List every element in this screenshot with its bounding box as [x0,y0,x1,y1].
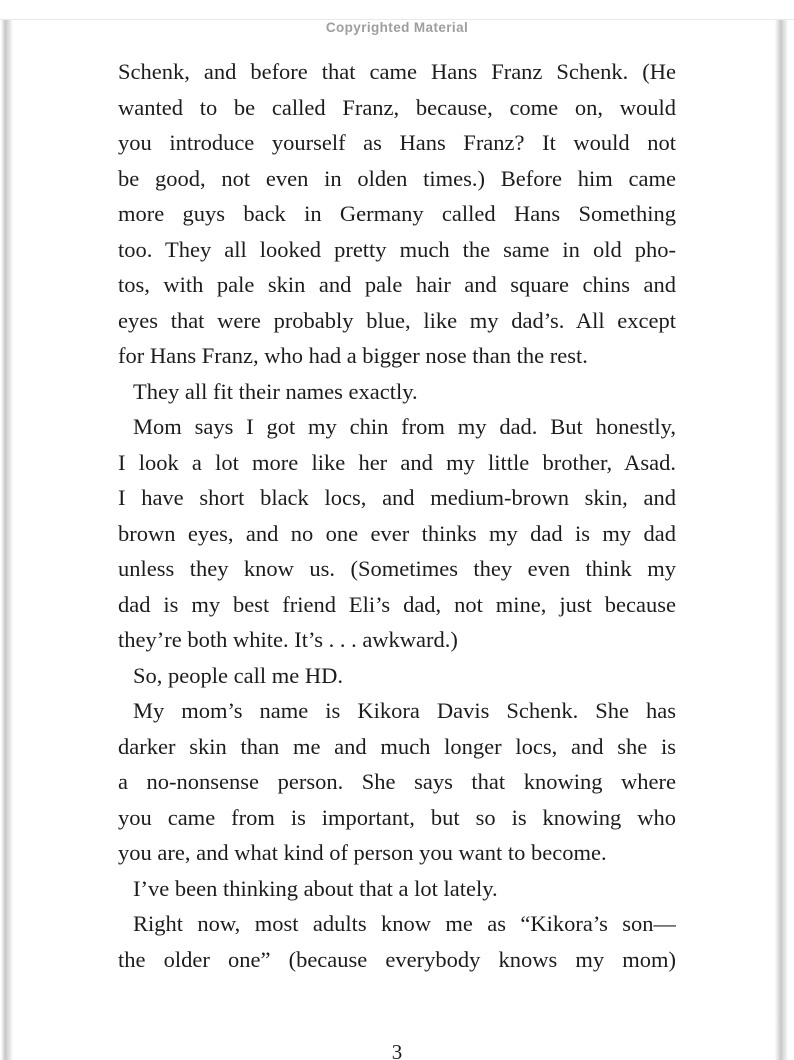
text-line: Right now, most adults know me as “Kikora’s son— [133,911,676,936]
text-line: darker skin than me and much longer locs, and she is [118,733,676,759]
text-line: you introduce yourself as Hans Franz? It would not [118,130,676,155]
copyright-banner: Copyrighted Material [325,20,469,35]
text-line: So, people call me HD. [133,662,343,688]
text-line: eyes that were probably blue, like my dad’s. All except [118,307,676,333]
text-line: a no-nonsense person. She says that knowing where [118,769,676,794]
text-line: They all fit their names exactly. [133,378,418,404]
text-line: more guys back in Germany called Hans Something [118,201,676,226]
text-line: I look a lot more like her and my little brother, Asad. [118,449,676,475]
text-line: be good, not even in olden times.) Before him came [118,165,676,191]
text-line: Schenk, and before that came Hans Franz Schenk. (He [118,59,676,84]
text-line: the older one” (because everybody knows my mom) [118,946,676,972]
text-line: they’re both white. It’s . . . awkward.) [118,627,458,652]
text-line: I’ve been thinking about that a lot lately. [133,875,498,901]
page-number: 3 [391,1040,403,1060]
text-line: too. They all looked pretty much the same in old pho- [118,236,676,262]
text-line: you came from is important, but so is knowing who [118,804,676,830]
text-line: I have short black locs, and medium-brown skin, and [118,485,676,510]
page-right-edge-shadow [775,20,788,1060]
page-left-edge-shadow [1,20,13,1060]
text-line: tos, with pale skin and pale hair and square chins and [118,272,676,297]
text-line: wanted to be called Franz, because, come on, would [118,94,676,120]
text-line: unless they know us. (Sometimes they even think my [118,556,676,581]
text-line: Mom says I got my chin from my dad. But honestly, [133,414,676,439]
text-line: dad is my best friend Eli’s dad, not mine, just because [118,591,676,617]
body-text [118,54,676,977]
text-line: My mom’s name is Kikora Davis Schenk. She has [133,698,676,723]
text-line: you are, and what kind of person you want to become. [118,840,607,865]
text-line: brown eyes, and no one ever thinks my dad is my dad [118,520,676,546]
page-top-edge [0,19,794,20]
text-line: for Hans Franz, who had a bigger nose than the rest. [118,343,588,368]
